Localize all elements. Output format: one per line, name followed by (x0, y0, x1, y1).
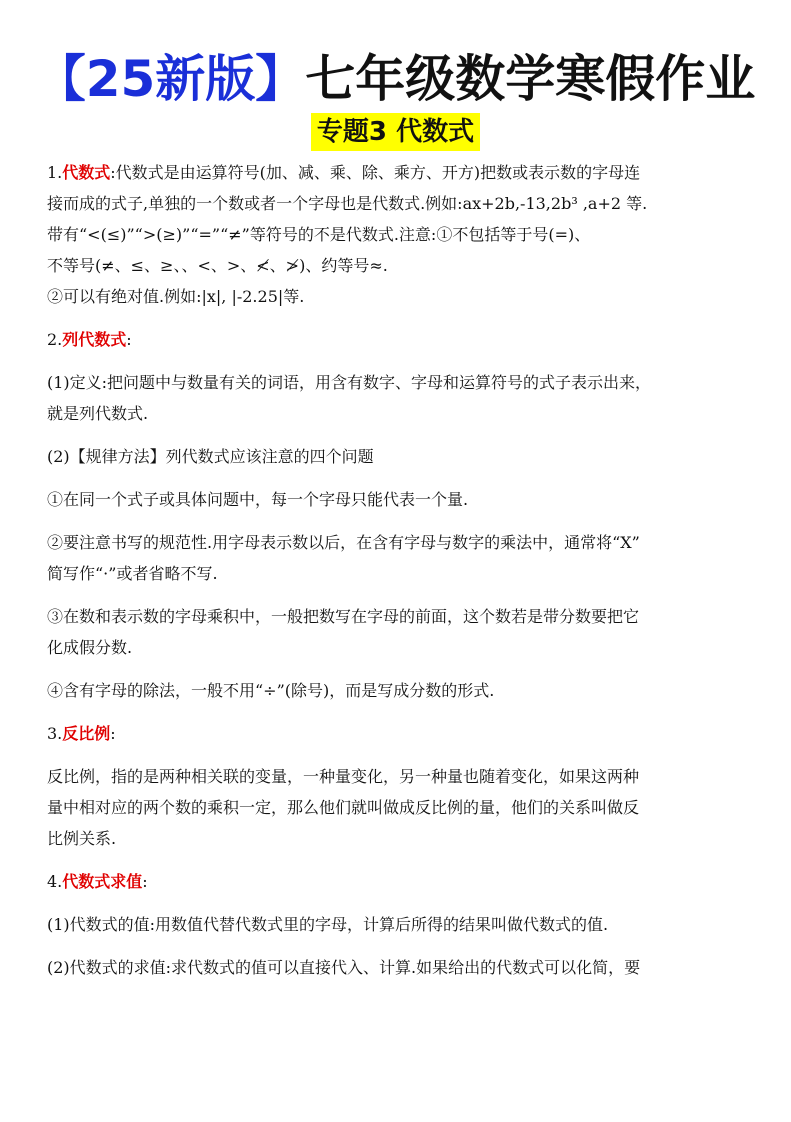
s2-line-4: ①在同一个式子或具体问题中，每一个字母只能代表一个量. (47, 490, 469, 509)
subtitle-container (0, 113, 791, 151)
s3-number: 3. (47, 724, 63, 743)
s2-line-7: ③在数和表示数的字母乘积中，一般把数写在字母的前面，这个数若是带分数要把它 (47, 607, 640, 626)
s2-line-2: 就是列代数式. (47, 404, 149, 423)
s1-line-1 (47, 157, 747, 188)
s4-line-2: (2)代数式的求值:求代数式的值可以直接代入、计算.如果给出的代数式可以化简，要 (47, 958, 641, 977)
s1-line-4: 不等号(≠、≤、≥、、<、>、≮、≯)、约等号≈. (47, 256, 388, 275)
s2-heading-line (47, 324, 747, 355)
title-main: 七年级数学寒假作业 (305, 50, 756, 108)
s2-number: 2. (47, 330, 63, 349)
s3-heading-line (47, 718, 747, 749)
title-edition: 【25新版】 (35, 50, 306, 108)
s1-line-3: 带有“<(≤)”“>(≥)”“=”“≠”等符号的不是代数式.注意:①不包括等于号(=)、 (47, 225, 591, 244)
s4-heading-line (47, 866, 747, 897)
s3-line-3: 比例关系. (47, 829, 117, 848)
s1-line-5: ②可以有绝对值.例如:|x|, |-2.25|等. (47, 287, 305, 306)
s1-heading: 代数式 (62, 163, 111, 182)
s2-line-3: (2)【规律方法】列代数式应该注意的四个问题 (47, 447, 374, 466)
s2-line-1: (1)定义:把问题中与数量有关的词语，用含有数字、字母和运算符号的式子表示出来， (47, 373, 652, 392)
s2-line-8: 化成假分数. (47, 638, 133, 657)
s2-line-6: 简写作“·”或者省略不写. (47, 564, 218, 583)
page-title (0, 46, 791, 112)
s2-colon: : (126, 330, 132, 349)
topic-subtitle: 专题3 代数式 (311, 113, 480, 151)
s4-line-1: (1)代数式的值:用数值代替代数式里的字母，计算后所得的结果叫做代数式的值. (47, 915, 609, 934)
s1-line-2: 接而成的式子,单独的一个数或者一个字母也是代数式.例如:ax+2b,-13,2b³ ,a+2 等. (47, 194, 648, 213)
s1-text-1: :代数式是由运算符号(加、减、乘、除、乘方、开方)把数或表示数的字母连 (110, 163, 641, 182)
s2-line-9: ④含有字母的除法，一般不用“÷”(除号)，而是写成分数的形式. (47, 681, 495, 700)
s1-number: 1. (47, 163, 63, 182)
document-body (47, 157, 747, 983)
s3-heading: 反比例 (62, 724, 111, 743)
s2-heading: 列代数式 (62, 330, 127, 349)
s3-line-2: 量中相对应的两个数的乘积一定，那么他们就叫做成反比例的量，他们的关系叫做反 (47, 798, 640, 817)
s3-colon: : (110, 724, 116, 743)
s4-number: 4. (47, 872, 63, 891)
s4-colon: : (142, 872, 148, 891)
s2-line-5: ②要注意书写的规范性.用字母表示数以后，在含有字母与数字的乘法中，通常将“X” (47, 533, 640, 552)
s3-line-1: 反比例，指的是两种相关联的变量，一种量变化，另一种量也随着变化，如果这两种 (47, 767, 640, 786)
s4-heading: 代数式求值 (62, 872, 143, 891)
